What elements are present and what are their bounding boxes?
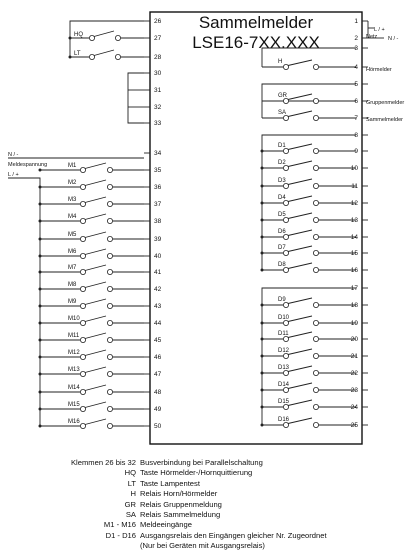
label-netz: Netz — [366, 34, 378, 40]
input-switch — [85, 232, 106, 238]
contact-terminal — [313, 302, 318, 307]
contact-terminal — [283, 302, 288, 307]
legend-row: HQ Taste Hörmelder-/Hornquittierung — [124, 468, 253, 478]
input-label: M13 — [68, 367, 80, 373]
output-relay-label: D1 — [278, 143, 286, 149]
contact-terminal — [107, 303, 112, 308]
terminal-number: 19 — [350, 320, 358, 327]
input-label: M11 — [68, 333, 80, 339]
hq-switch — [94, 31, 114, 37]
contact-terminal — [283, 250, 288, 255]
label-n-minus-left: N / - — [8, 152, 19, 158]
contact-terminal — [115, 35, 120, 40]
input-label: M10 — [68, 316, 80, 322]
contact-terminal — [80, 354, 85, 359]
contact-terminal — [313, 353, 318, 358]
contact-terminal — [313, 404, 318, 409]
terminal-number: 1 — [354, 18, 358, 25]
terminal-number: 43 — [154, 303, 162, 310]
contact-terminal — [80, 389, 85, 394]
output-relay-label: D8 — [278, 262, 286, 268]
contact-terminal — [313, 183, 318, 188]
terminal-number: 31 — [154, 87, 162, 94]
input-label: M16 — [68, 419, 80, 425]
contact-terminal — [107, 167, 112, 172]
contact-terminal — [107, 337, 112, 342]
contact-terminal — [313, 336, 318, 341]
label-hoermelder: Hörmelder — [366, 67, 392, 73]
terminal-number: 24 — [350, 404, 358, 411]
terminal-number: 23 — [350, 387, 358, 394]
contact-terminal — [283, 422, 288, 427]
contact-terminal — [313, 148, 318, 153]
input-label: M4 — [68, 214, 77, 220]
legend-row: Klemmen 26 bis 32 Busverbindung bei Parallelschaltung — [70, 458, 263, 467]
contact-terminal — [107, 201, 112, 206]
contact-terminal — [313, 370, 318, 375]
contact-terminal — [283, 320, 288, 325]
legend — [0, 458, 420, 552]
contact-terminal — [107, 354, 112, 359]
contact-terminal — [283, 336, 288, 341]
output-relay-label: D2 — [278, 160, 286, 166]
contact-terminal — [313, 320, 318, 325]
contact-terminal — [107, 269, 112, 274]
terminal-number: 49 — [154, 406, 162, 413]
contact-terminal — [313, 267, 318, 272]
terminal-number: 36 — [154, 184, 162, 191]
terminal-number: 5 — [354, 81, 358, 88]
contact-terminal — [80, 236, 85, 241]
device-housing — [150, 12, 362, 444]
input-switch — [85, 316, 106, 322]
terminal-number: 46 — [154, 354, 162, 361]
input-switch — [85, 419, 106, 425]
contact-terminal — [89, 54, 94, 59]
contact-terminal — [283, 115, 288, 120]
terminal-number: 18 — [350, 302, 358, 309]
terminal-number: 50 — [154, 423, 162, 430]
contact-terminal — [313, 165, 318, 170]
terminal-number: 45 — [154, 337, 162, 344]
contact-terminal — [283, 387, 288, 392]
contact-terminal — [107, 389, 112, 394]
output-relay-label: D9 — [278, 297, 286, 303]
output-relay-label: D14 — [278, 382, 290, 388]
terminal-number: 12 — [350, 200, 358, 207]
input-label: M9 — [68, 299, 77, 305]
terminal-number: 27 — [154, 35, 162, 42]
contact-terminal — [313, 200, 318, 205]
input-label: M3 — [68, 197, 77, 203]
terminal-number: 42 — [154, 286, 162, 293]
contact-terminal — [313, 250, 318, 255]
input-label: M15 — [68, 402, 80, 408]
input-label: M6 — [68, 249, 77, 255]
contact-terminal — [283, 404, 288, 409]
contact-terminal — [80, 406, 85, 411]
output-relay-label: D13 — [278, 365, 290, 371]
terminal-number: 40 — [154, 253, 162, 260]
contact-terminal — [80, 337, 85, 342]
contact-terminal — [313, 115, 318, 120]
terminal-number: 2 — [354, 35, 358, 42]
contact-terminal — [107, 320, 112, 325]
legend-row: D1 - D16 Ausgangsrelais den Eingängen gleicher Nr. Zugeordnet — [105, 530, 327, 540]
input-switch — [85, 180, 106, 186]
contact-terminal — [283, 217, 288, 222]
input-switch — [85, 249, 106, 255]
contact-terminal — [115, 54, 120, 59]
label-l-plus-left: L / + — [8, 172, 19, 178]
device-title: Sammelmelder — [198, 13, 314, 32]
contact-terminal — [80, 320, 85, 325]
terminal-number: 16 — [350, 267, 358, 274]
sa-relay-label: SA — [278, 110, 287, 116]
input-label: M12 — [68, 350, 80, 356]
input-switch — [85, 214, 106, 220]
contact-terminal — [313, 422, 318, 427]
contact-terminal — [313, 234, 318, 239]
contact-terminal — [80, 371, 85, 376]
contact-terminal — [80, 303, 85, 308]
input-switch — [85, 265, 106, 271]
terminal-number: 10 — [350, 165, 358, 172]
output-relay-label: D12 — [278, 348, 290, 354]
contact-terminal — [80, 201, 85, 206]
contact-terminal — [80, 423, 85, 428]
contact-terminal — [80, 286, 85, 291]
contact-terminal — [107, 371, 112, 376]
legend-row: H Relais Horn/Hörmelder — [130, 489, 218, 499]
label-gruppenmelder: Gruppenmelder — [366, 100, 405, 106]
contact-terminal — [80, 184, 85, 189]
label-meldespannung: Meldespannung — [8, 162, 48, 168]
contact-terminal — [283, 148, 288, 153]
input-switch — [85, 197, 106, 203]
contact-terminal — [107, 184, 112, 189]
contact-terminal — [80, 167, 85, 172]
input-label: M7 — [68, 265, 77, 271]
terminal-number: 15 — [350, 250, 358, 257]
left-input-circuits — [8, 21, 144, 429]
terminal-number: 41 — [154, 269, 162, 276]
input-label: M2 — [68, 180, 77, 186]
output-relay-label: D7 — [278, 245, 286, 251]
contact-terminal — [283, 234, 288, 239]
contact-terminal — [107, 423, 112, 428]
label-l-plus: L / + — [374, 27, 385, 33]
contact-terminal — [283, 267, 288, 272]
terminal-number: 26 — [154, 18, 162, 25]
terminal-number: 13 — [350, 217, 358, 224]
output-relay-label: D15 — [278, 399, 290, 405]
input-switch — [85, 163, 106, 169]
terminal-number: 48 — [154, 389, 162, 396]
contact-terminal — [283, 370, 288, 375]
output-relay-label: D10 — [278, 315, 290, 321]
contact-terminal — [107, 253, 112, 258]
label-sammelmelder: Sammelmelder — [366, 117, 403, 123]
h-relay-label: H — [278, 59, 283, 65]
legend-row: GR Relais Gruppenmeldung — [124, 499, 222, 509]
input-switch — [85, 402, 106, 408]
input-switch — [85, 350, 106, 356]
output-relay-label: D16 — [278, 417, 290, 423]
contact-terminal — [80, 253, 85, 258]
terminal-number: 11 — [351, 183, 358, 190]
input-switch — [85, 367, 106, 373]
contact-terminal — [313, 387, 318, 392]
terminal-number: 22 — [350, 370, 358, 377]
terminal-number: 3 — [354, 45, 358, 52]
device-model: LSE16-7XX.XXX — [192, 33, 320, 52]
contact-terminal — [313, 217, 318, 222]
terminal-number: 7 — [354, 115, 358, 122]
lt-label: LT — [74, 51, 81, 57]
input-label: M8 — [68, 282, 77, 288]
input-switch — [85, 385, 106, 391]
contact-terminal — [80, 269, 85, 274]
terminal-number: 20 — [350, 336, 358, 343]
lt-switch — [94, 50, 114, 56]
terminal-number: 47 — [154, 371, 162, 378]
legend-row: M1 - M16 Meldeeingänge — [103, 520, 192, 530]
contact-terminal — [283, 165, 288, 170]
contact-terminal — [283, 353, 288, 358]
hq-label: HQ — [74, 32, 83, 38]
terminal-number: 6 — [354, 98, 358, 105]
terminal-number: 30 — [154, 70, 162, 77]
terminal-number: 33 — [154, 120, 162, 127]
input-label: M1 — [68, 163, 77, 169]
terminal-number: 21 — [350, 353, 358, 360]
contact-terminal — [107, 218, 112, 223]
terminal-number: 37 — [154, 201, 162, 208]
input-switch — [85, 299, 106, 305]
output-relay-label: D4 — [278, 195, 286, 201]
terminal-number: 32 — [154, 104, 162, 111]
label-n-minus: N / - — [388, 36, 399, 42]
contact-terminal — [107, 236, 112, 241]
contact-terminal — [80, 218, 85, 223]
contact-terminal — [283, 183, 288, 188]
contact-terminal — [283, 64, 288, 69]
bus-wire — [128, 73, 144, 123]
output-relay-label: D11 — [278, 331, 289, 337]
terminal-number: 28 — [154, 54, 162, 61]
contact-terminal — [283, 98, 288, 103]
contact-terminal — [107, 406, 112, 411]
input-switch — [85, 333, 106, 339]
terminal-number: 34 — [154, 150, 162, 157]
l-bus-wire — [8, 178, 40, 426]
contact-terminal — [283, 200, 288, 205]
terminal-number: 44 — [154, 320, 162, 327]
terminal-number: 25 — [350, 422, 358, 429]
terminal-number: 9 — [354, 148, 358, 155]
gr-relay-label: GR — [278, 93, 287, 99]
terminal-number: 38 — [154, 218, 162, 225]
legend-row: LT Taste Lampentest — [127, 478, 200, 488]
contact-terminal — [313, 64, 318, 69]
contact-terminal — [107, 286, 112, 291]
output-relay-label: D6 — [278, 229, 286, 235]
output-relay-label: D5 — [278, 212, 286, 218]
terminal-number: 8 — [354, 132, 358, 139]
output-relay-label: D3 — [278, 178, 286, 184]
terminal-number: 39 — [154, 236, 162, 243]
input-switch — [85, 282, 106, 288]
legend-note: (Nur bei Geräten mit Ausgangsrelais) — [140, 541, 265, 551]
contact-terminal — [89, 35, 94, 40]
input-label: M5 — [68, 232, 77, 238]
legend-row: SA Relais Sammelmeldung — [125, 510, 221, 520]
terminal-number: 17 — [350, 285, 358, 292]
terminal-number: 4 — [354, 64, 358, 71]
terminal-number: 35 — [154, 167, 162, 174]
input-label: M14 — [68, 385, 80, 391]
contact-terminal — [313, 98, 318, 103]
terminal-number: 14 — [350, 234, 358, 241]
